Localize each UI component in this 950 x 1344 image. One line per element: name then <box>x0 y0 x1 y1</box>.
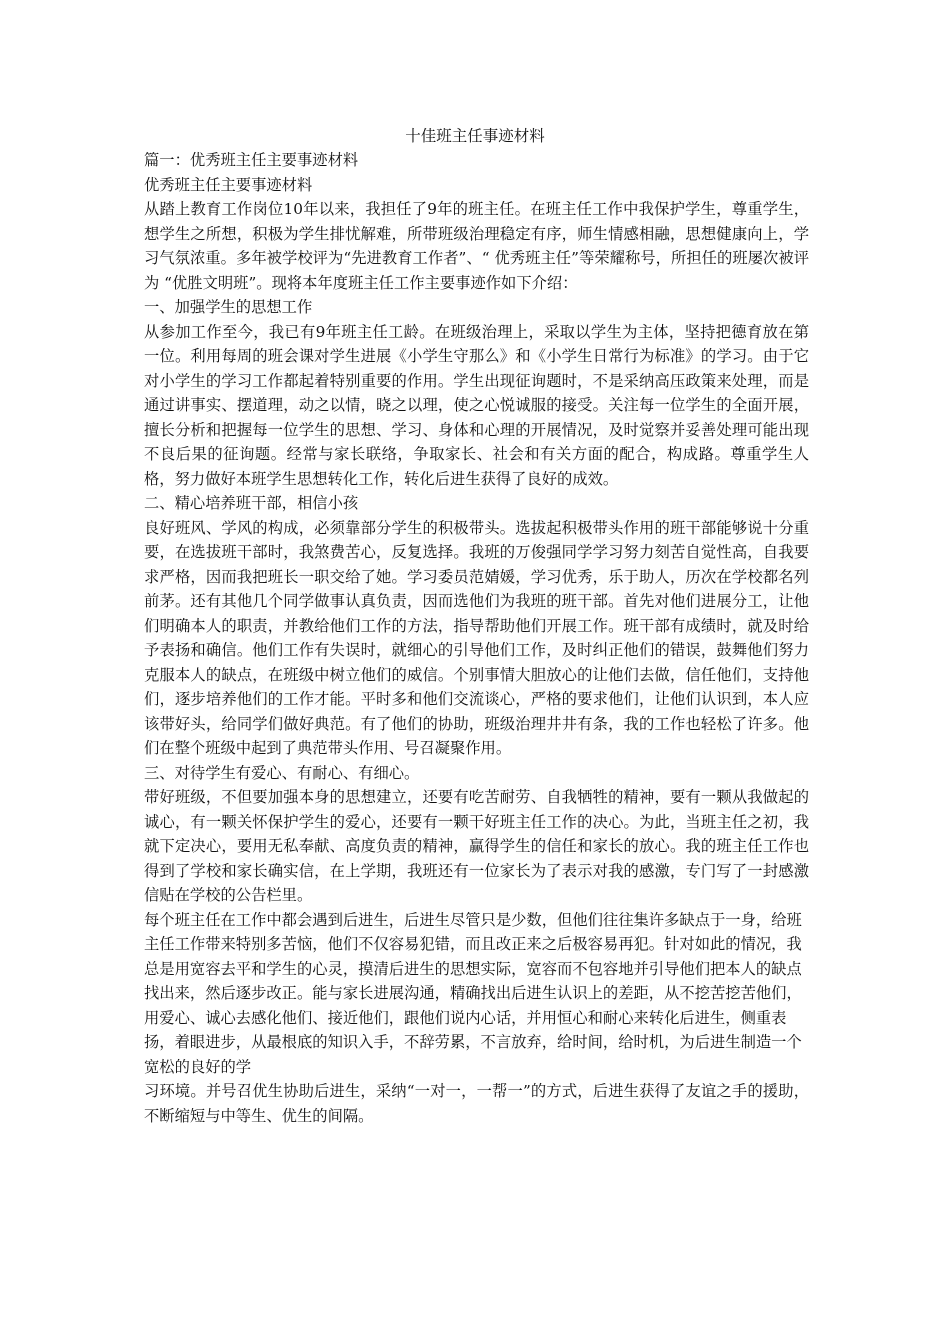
document-body <box>144 148 809 1128</box>
document-title: 十佳班主任事迹材料 <box>405 127 545 145</box>
section3-paragraph-2: 每个班主任在工作中都会遇到后进生，后进生尽管只是少数，但他们往往集许多缺点于一身，给班主任工作带来特别多苦恼，他们不仅容易犯错，而且改正来之后极容易再犯。针对如此的情况，我总是用宽容去平和学生的心灵，摸清后进生的思想实际，宽容而不包容地并引导他们把本人的缺点找出来，然后逐步改正。能与家长进展沟通，精确找出后进生认识上的差距，从不挖苦挖苦他们，用爱心、诚心去感化他们、接近他们，跟他们说内心话，并用恒心和耐心来转化后进生，侧重表扬，着眼进步，从最根底的知识入手，不辞劳累，不言放弃，给时间，给时机，为后进生制造一个宽松的良好的学 <box>144 910 802 1076</box>
intro-paragraph: 从踏上教育工作岗位10年以来，我担任了9年的班主任。在班主任工作中我保护学生，尊重学生，想学生之所想，积极为学生排忧解难，所带班级治理稳定有序，师生情感相融，思想健康向上，学习气氛浓重。多年被学校评为“先进教育工作者”、“ 优秀班主任”等荣耀称号，所担任的班屡次被评为 “优胜文明班”。现将本年度班主任工作主要事迹作如下介绍： <box>144 200 809 292</box>
sub-heading: 优秀班主任主要事迹材料 <box>144 175 313 194</box>
part-heading: 篇一：优秀班主任主要事迹材料 <box>144 151 359 169</box>
section3-heading: 三、对待学生有爱心、有耐心、有细心。 <box>144 763 420 782</box>
section3-paragraph-1: 带好班级，不但要加强本身的思想建立，还要有吃苦耐劳、自我牺牲的精神，要有一颗从我做起的诚心，有一颗关怀保护学生的爱心，还要有一颗干好班主任工作的决心。为此，当班主任之初，我就下定决心，要用无私奉献、高度负责的精神，赢得学生的信任和家长的放心。我的班主任工作也得到了学校和家长确实信，在上学期，我班还有一位家长为了表示对我的感激，专门写了一封感激信贴在学校的公告栏里。 <box>144 788 809 904</box>
section3-paragraph-2-continued: 习环境。并号召优生协助后进生，采纳“一对一，一帮一”的方式，后进生获得了友谊之手的援助，不断缩短与中等生、优生的间隔。 <box>144 1082 809 1125</box>
section1-paragraph: 从参加工作至今，我已有9年班主任工龄。在班级治理上，采取以学生为主体，坚持把德育放在第一位。利用每周的班会课对学生进展《小学生守那么》和《小学生日常行为标准》的学习。由于它对小学生的学习工作都起着特别重要的作用。学生出现征询题时，不是采纳高压政策来处理，而是通过讲事实、摆道理，动之以情，晓之以理，使之心悦诚服的接受。关注每一位学生的全面开展，擅长分析和把握每一位学生的思想、学习、身体和心理的开展情况，及时觉察并妥善处理可能出现不良后果的征询题。经常与家长联络，争取家长、社会和有关方面的配合，构成路。尊重学生人格，努力做好本班学生思想转化工作，转化后进生获得了良好的成效。 <box>144 322 809 488</box>
section2-paragraph: 良好班风、学风的构成，必须靠部分学生的积极带头。选拔起积极带头作用的班干部能够说十分重要，在选拔班干部时，我煞费苦心，反复选择。我班的万俊强同学学习努力刻苦自觉性高，自我要求严格，因而我把班长一职交给了她。学习委员范婧媛，学习优秀，乐于助人，历次在学校都名列前茅。还有其他几个同学做事认真负责，因而选他们为我班的班干部。首先对他们进展分工，让他们明确本人的职责，并教给他们工作的方法，指导帮助他们开展工作。班干部有成绩时，就及时给予表扬和确信。他们工作有失误时，就细心的引导他们工作，及时纠正他们的错误，鼓舞他们努力克服本人的缺点，在班级中树立他们的威信。个别事情大胆放心的让他们去做，信任他们，支持他们，逐步培养他们的工作才能。平时多和他们交流谈心，严格的要求他们，让他们认识到，本人应该带好头，给同学们做好典范。有了他们的协助，班级治理井井有条，我的工作也轻松了许多。他们在整个班级中起到了典范带头作用、号召凝聚作用。 <box>144 518 809 757</box>
section1-heading: 一、加强学生的思想工作 <box>144 298 313 316</box>
section2-heading: 二、精心培养班干部，相信小孩 <box>144 494 359 512</box>
